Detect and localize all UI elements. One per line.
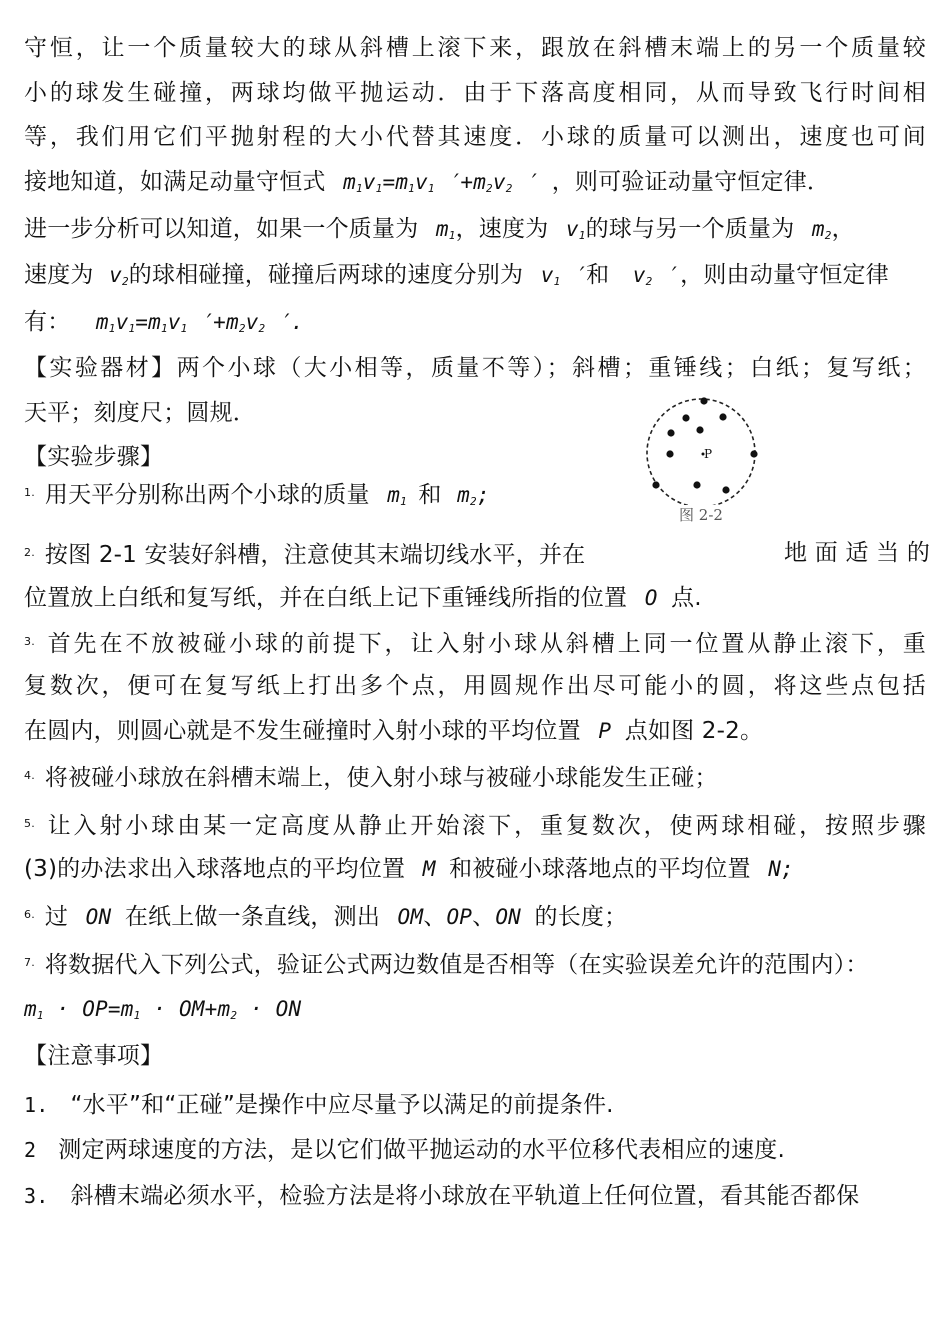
step-2-cont: 地 面 适 当 的 — [784, 540, 931, 566]
note-number: 1. — [24, 1093, 49, 1117]
point-symbol: M — [422, 857, 436, 881]
text: 按图 2-1 安装好斜槽，注意使其末端切线水平，并在 — [44, 542, 586, 568]
segment-symbol: ON — [495, 905, 522, 929]
text: 进一步分析可以知道，如果一个质量为 — [24, 216, 419, 242]
landing-points-diagram — [640, 393, 762, 505]
paragraph-line: 天平；刻度尺；圆规． — [24, 400, 256, 426]
step-7 — [24, 948, 869, 980]
text: “水平”和“正碰”是操作中应尽量予以满足的前提条件. — [70, 1092, 614, 1118]
note-3 — [24, 1181, 859, 1211]
step-3-line — [24, 716, 763, 746]
section-heading: 【注意事项】 — [24, 1043, 164, 1069]
text: 、 — [472, 904, 496, 930]
step-number: 5. — [24, 817, 35, 830]
text: 测定两球速度的方法，是以它们做平抛运动的水平位移代表相应的速度. — [58, 1137, 785, 1163]
note-2 — [24, 1135, 785, 1165]
landing-point — [693, 481, 700, 488]
segment-symbol: OP — [446, 905, 473, 929]
landing-point — [696, 426, 703, 433]
figure-2-2 — [640, 393, 762, 529]
step-number: 4. — [24, 769, 35, 782]
text: 的球与另一个质量为 — [585, 216, 795, 242]
text: 斜槽末端必须水平，检验方法是将小球放在平轨道上任何位置，看其能否都保 — [70, 1183, 860, 1209]
velocity-symbol: $v_1$ — [565, 217, 586, 242]
text: 有： — [24, 309, 71, 335]
text: ，则可验证动量守恒定律． — [551, 169, 831, 195]
landing-point — [700, 397, 707, 404]
step-number: 3. — [24, 635, 35, 648]
segment-symbol: OM — [397, 905, 424, 929]
velocity-symbol: $v_2$ ′ — [632, 263, 679, 288]
velocity-symbol: $v_2$ — [109, 263, 129, 288]
text: 速度为 — [24, 262, 94, 288]
mass-symbol: $m_2$; — [457, 483, 490, 508]
verification-formula — [24, 994, 301, 1031]
text: 接地知道，如满足动量守恒式 — [24, 169, 326, 195]
step-1 — [24, 478, 490, 517]
text: 将数据代入下列公式，验证公式两边数值是否相等（在实验误差允许的范围内）： — [44, 952, 869, 978]
segment-symbol: ON — [85, 905, 112, 929]
paragraph-line — [24, 260, 889, 297]
step-3 — [24, 627, 926, 659]
note-number: 2 — [24, 1138, 37, 1162]
text: 过 — [44, 904, 69, 930]
paragraph-line: 小的球发生碰撞，两球均做平抛运动．由于下落高度相同，从而导致飞行时间相 — [24, 80, 926, 106]
step-2-line — [24, 583, 702, 613]
step-6 — [24, 900, 627, 932]
step-number: 1. — [24, 486, 35, 499]
landing-point — [652, 481, 659, 488]
landing-point — [666, 450, 673, 457]
point-symbol: N; — [768, 857, 794, 881]
text: ，则由动量守恒定律 — [680, 262, 889, 288]
note-number: 3. — [24, 1184, 49, 1208]
text: 和 — [586, 262, 610, 288]
text: 位置放上白纸和复写纸，并在白纸上记下重锤线所指的位置 — [24, 585, 628, 611]
text: 和 — [418, 482, 442, 508]
center-label: P — [704, 447, 713, 461]
step-3-line: 复数次，便可在复写纸上打出多个点，用圆规作出尽可能小的圆，将这些点包括 — [24, 673, 926, 699]
paragraph-line: 等，我们用它们平抛射程的大小代替其速度．小球的质量可以测出，速度也可间 — [24, 124, 926, 150]
text: 的长度； — [534, 904, 628, 930]
mass-symbol: $m_2$ — [811, 217, 832, 242]
text: 点如图 2-2。 — [624, 718, 764, 744]
section-heading: 【实验步骤】 — [24, 444, 164, 470]
text: ，速度为 — [455, 216, 549, 242]
mass-symbol: $m_1$ — [387, 483, 407, 508]
point-symbol: P — [598, 719, 612, 743]
text: 在圆内，则圆心就是不发生碰撞时入射小球的平均位置 — [24, 718, 581, 744]
step-2 — [24, 538, 585, 570]
momentum-formula: $m_1v_1=m_1v_1$ $'+m_2v_2$ ′ — [343, 170, 539, 195]
landing-point — [719, 413, 726, 420]
step-5-line — [24, 854, 794, 884]
text: 点. — [671, 585, 702, 611]
velocity-symbol: $v_1$ ′ — [540, 263, 587, 288]
text: 将被碰小球放在斜槽末端上，使入射小球与被碰小球能发生正碰； — [44, 765, 718, 791]
step-4 — [24, 761, 718, 793]
landing-points — [652, 397, 757, 493]
text: 首先在不放被碰小球的前提下，让入射小球从斜槽上同一位置从静止滚下，重 — [44, 631, 926, 657]
step-5 — [24, 809, 926, 841]
paragraph-line: 【实验器材】两个小球（大小相等，质量不等）；斜槽；重锤线；白纸；复写纸； — [24, 355, 926, 381]
step-number: 6. — [24, 908, 35, 921]
landing-point — [682, 414, 689, 421]
landing-point — [750, 450, 757, 457]
text: 用天平分别称出两个小球的质量 — [44, 482, 370, 508]
figure-caption: 图 2-2 — [679, 506, 723, 524]
landing-point — [667, 429, 674, 436]
text: 让入射小球由某一定高度从静止开始滚下，重复数次，使两球相碰，按照步骤 — [44, 813, 926, 839]
point-symbol: O — [644, 586, 658, 610]
note-1 — [24, 1090, 614, 1120]
text: 在纸上做一条直线，测出 — [124, 904, 381, 930]
formula: $m_1 \cdot OP=m_1 \cdot OM+m_2$ · ON — [24, 997, 302, 1022]
mass-symbol: $m_1$ — [435, 217, 456, 242]
text: 和被碰小球落地点的平均位置 — [449, 856, 751, 882]
step-number: 7. — [24, 956, 35, 969]
step-number: 2. — [24, 546, 35, 559]
landing-point — [722, 486, 729, 493]
formula-line — [24, 307, 304, 344]
text: 的球相碰撞，碰撞后两球的速度分别为 — [128, 262, 524, 288]
paragraph-line: 守恒，让一个质量较大的球从斜槽上滚下来，跟放在斜槽末端上的另一个质量较 — [24, 35, 926, 61]
enclosing-circle — [647, 399, 755, 505]
text: 、 — [423, 904, 447, 930]
paragraph-line: 进一步分析可以知道，如果一个质量为 $m_1$，速度为 $v_1$的球与另一个质量为 $m_2$， — [24, 216, 855, 242]
formula-line — [24, 167, 830, 204]
momentum-formula: $m_1v_1=m_1v_1$ $'+m_2v_2$ ′. — [95, 310, 304, 335]
text: (3)的办法求出入球落地点的平均位置 — [24, 856, 406, 882]
